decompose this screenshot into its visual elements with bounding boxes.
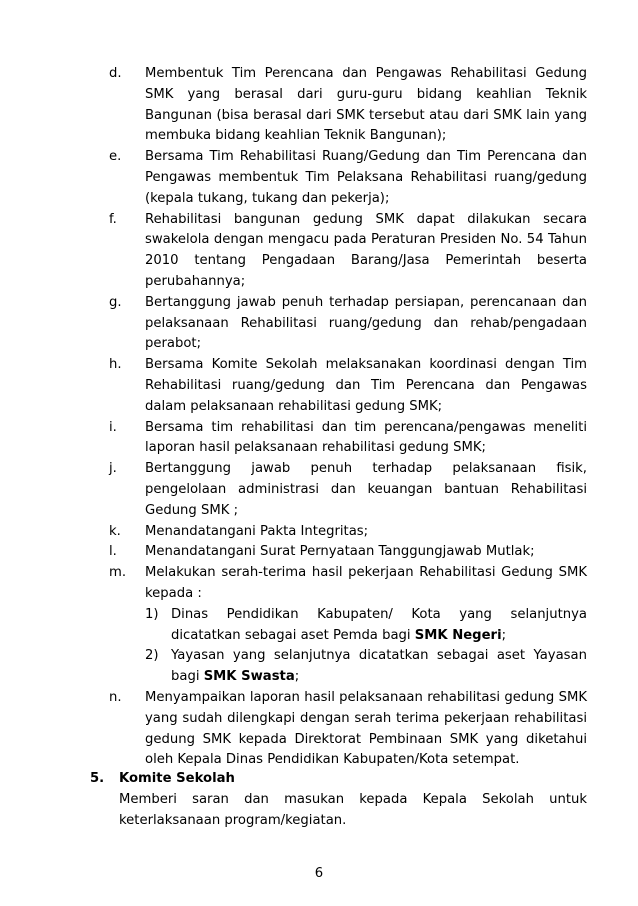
list-item — [109, 64, 587, 147]
item-text: Menyampaikan laporan hasil pelaksanaan rehabilitasi gedung SMK yang sudah dilengkapi dengan serah terima pekerjaan rehabilitasi gedung SMK kepada Direktorat Pembinaan SMK yang diketahui oleh Kepala Dinas Pendidikan Kabupaten/Kota setempat. — [145, 689, 587, 768]
item-label: i. — [109, 419, 117, 435]
sub-item-label: 1) — [145, 606, 159, 622]
section-body: Memberi saran dan masukan kepada Kepala Sekolah untuk keterlaksanaan program/kegiatan. — [119, 791, 587, 828]
item-label: e. — [109, 149, 122, 165]
item-label: n. — [109, 689, 122, 705]
item-body — [145, 563, 587, 688]
item-label: m. — [109, 565, 127, 581]
item-label: f. — [109, 211, 117, 227]
list-item — [109, 293, 587, 355]
item-label: h. — [109, 357, 122, 373]
sub-item-label: 2) — [145, 648, 159, 664]
item-text: Bertanggung jawab penuh terhadap pelaksanaan fisik, pengelolaan administrasi dan keuangan bantuan Rehabilitasi Gedung SMK ; — [145, 461, 587, 518]
list-item — [109, 459, 587, 521]
item-text: Bersama Tim Rehabilitasi Ruang/Gedung dan Tim Perencana dan Pengawas membentuk Tim Pelaksana Rehabilitasi ruang/gedung (kepala tukang, tukang dan pekerja); — [145, 149, 587, 206]
responsibility-list — [109, 64, 587, 771]
item-text: Melakukan serah-terima hasil pekerjaan Rehabilitasi Gedung SMK kepada : — [145, 565, 587, 601]
item-label: j. — [109, 461, 117, 477]
list-item — [109, 688, 587, 771]
item-label: l. — [109, 544, 117, 560]
item-text: Bertanggung jawab penuh terhadap persiapan, perencanaan dan pelaksanaan Rehabilitasi ruang/gedung dan rehab/pengadaan perabot; — [145, 294, 587, 352]
page-number: 6 — [314, 866, 324, 881]
sub-item-text: Yayasan yang selanjutnya dicatatkan sebagai aset Yayasan bagi SMK Swasta; — [171, 648, 587, 685]
item-text: Menandatangani Pakta Integritas; — [145, 523, 369, 539]
section-komite-sekolah — [90, 769, 587, 831]
list-item — [109, 563, 587, 688]
section-heading — [90, 769, 587, 790]
item-text: Menandatangani Surat Pernyataan Tanggungjawab Mutlak; — [145, 544, 535, 560]
item-label: k. — [109, 523, 121, 539]
list-item — [109, 355, 587, 417]
item-text: Membentuk Tim Perencana dan Pengawas Rehabilitasi Gedung SMK yang berasal dari guru-guru bidang keahlian Teknik Bangunan (bisa berasal dari SMK tersebut atau dari SMK lain yang membuka bidang keahlian Teknik Bangunan); — [145, 66, 587, 144]
item-text: Bersama Komite Sekolah melaksanakan koordinasi dengan Tim Rehabilitasi ruang/gedung dan Tim Perencana dan Pengawas dalam pelaksanaan rehabilitasi gedung SMK; — [145, 357, 587, 414]
section-number: 5. — [90, 771, 105, 786]
list-item — [109, 210, 587, 293]
item-text: Bersama tim rehabilitasi dan tim perencana/pengawas meneliti laporan hasil pelaksanaan rehabilitasi gedung SMK; — [145, 419, 587, 456]
sub-list-item — [145, 646, 587, 688]
list-item — [109, 542, 587, 563]
list-item — [109, 147, 587, 209]
school-type-bold: SMK Swasta — [203, 669, 295, 685]
section-title: Komite Sekolah — [119, 771, 235, 786]
list-item — [109, 522, 587, 543]
sub-list-item — [145, 605, 587, 647]
item-text: Rehabilitasi bangunan gedung SMK dapat dilakukan secara swakelola dengan mengacu pada Peraturan Presiden No. 54 Tahun 2010 tentang Pengadaan Barang/Jasa Pemerintah beserta perubahannya; — [145, 211, 587, 289]
school-type-bold: SMK Negeri — [414, 627, 502, 643]
sub-item-text: Dinas Pendidikan Kabupaten/ Kota yang selanjutnya dicatatkan sebagai aset Pemda bagi SMK Negeri; — [171, 606, 587, 643]
list-item — [109, 418, 587, 460]
item-label: g. — [109, 294, 122, 310]
item-label: d. — [109, 66, 122, 81]
